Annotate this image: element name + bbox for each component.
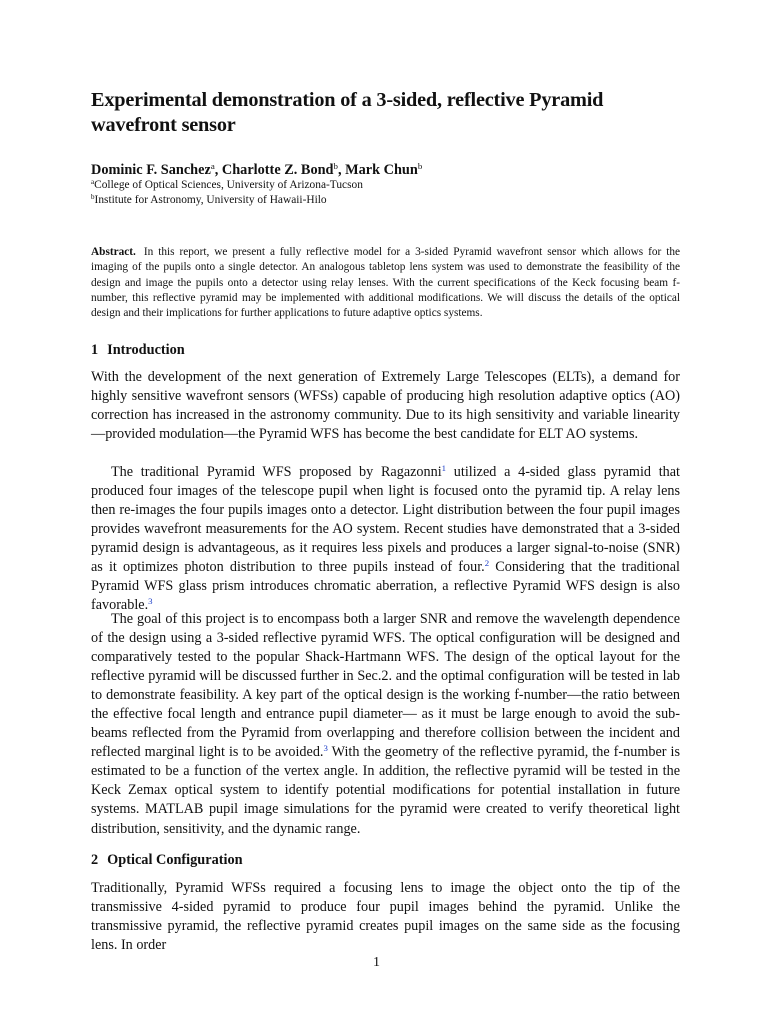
section-title: Introduction	[107, 342, 185, 358]
author-affil-mark: b	[417, 161, 423, 172]
citation-link[interactable]: 2	[484, 558, 490, 569]
paragraph: With the development of the next generation of Extremely Large Telescopes (ELTs), a demand for highly sensitive wavefront sensors (WFSs) capable of producing high resolution adaptive optics (AO) correction has increased in the astronomy community. Due to its high sensitivity and variable linearity—provided modulation—the Pyramid WFS has become the best candidate for ELT AO systems.	[91, 369, 680, 443]
paragraph-text: utilized a 4-sided glass pyramid that produced four images of the telescope pupil when light is focused onto the pyramid tip. A relay lens then re-images the four pupils images onto a detector. Light distribution between the four pupil images provides wavefront measurements for the AO system. Recent studies have demonstrated that a 3-sided pyramid design is advantageous, as it requires less pixels and produces a larger signal-to-noise (SNR) as it optimizes photon distribution to three pupils instead of four.	[91, 464, 680, 576]
section-heading-optical-configuration	[91, 850, 243, 870]
author-name: Mark Chun	[345, 162, 418, 178]
paragraph	[91, 463, 680, 615]
paragraph	[91, 610, 680, 839]
paper-title: Experimental demonstration of a 3-sided, reflective Pyramid wavefront sensor	[91, 89, 604, 136]
author-name: Dominic F. Sanchez	[91, 162, 211, 178]
paragraph-text: With the geometry of the reflective pyramid, the f-number is estimated to be a function of the vertex angle. In addition, the reflective pyramid will be tested in the Keck Zemax optical system to identify potential modifications for potential installation in future systems. MATLAB pupil image simulations for the pyramid were created to verify theoretical light distribution, sensitivity, and the dynamic range.	[91, 744, 680, 837]
abstract-text: In this report, we present a fully reflective model for a 3-sided Pyramid wavefront sensor which allows for the imaging of the pupils onto a single detector. An analogous tabletop lens system was used to demonstrate the feasibility of the design and image the pupils onto a detector using relay lenses. With the current specifications of the Keck focusing beam f-number, this reflective pyramid may be implemented with additional modifications. We will discuss the details of the optical design and their implications for further applications to future adaptive optics systems.	[91, 246, 680, 320]
citation-link[interactable]: 1	[441, 463, 447, 474]
affiliation-text: Institute for Astronomy, University of Hawaii-Hilo	[94, 194, 327, 206]
citation-link[interactable]: 3	[148, 596, 153, 607]
paragraph-text: The traditional Pyramid WFS proposed by Ragazonni	[111, 464, 442, 480]
author-name: Charlotte Z. Bond	[221, 162, 334, 178]
paragraph: Traditionally, Pyramid WFSs required a focusing lens to image the object onto the tip of the transmissive 4-sided pyramid to produce four pupil images behind the pyramid. Unlike the transmissive pyramid, the reflective pyramid creates pupil images on the same side as the focusing lens. In order	[91, 880, 680, 954]
author-affil-mark: b	[333, 161, 338, 172]
affiliation	[91, 193, 327, 208]
author-separator: ,	[337, 162, 346, 178]
section-title: Optical Configuration	[107, 852, 243, 868]
section-number: 1	[91, 342, 99, 358]
author-separator: ,	[214, 162, 222, 178]
section-heading-introduction	[91, 340, 185, 360]
paragraph-text: The goal of this project is to encompass both a larger SNR and remove the wavelength dependence of the design using a 3-sided reflective pyramid WFS. The optical configuration will be designed and comparatively tested to the popular Shack-Hartmann WFS. The design of the optical layout for the reflective pyramid will be discussed further in Sec.2. and the optimal configuration will be tested in lab to demonstrate feasibility. A key part of the optical design is the working f-number—the ratio between the effective focal length and entrance pupil diameter— as it must be large enough to avoid the sub-beams reflected from the Pyramid from overlapping and therefore collision between the incident and reflected marginal light is to be avoided.	[91, 611, 680, 761]
page-number: 1	[373, 955, 380, 970]
affiliation	[91, 178, 363, 193]
author-list	[91, 160, 422, 180]
author-affil-mark: a	[210, 161, 215, 172]
citation-link[interactable]: 3	[323, 743, 328, 754]
paragraph-text: Considering that the traditional Pyramid WFS glass prism introduces chromatic aberration, a reflective Pyramid WFS design is also favorable.	[91, 559, 680, 614]
affiliation-mark: b	[91, 193, 95, 202]
affiliation-mark: a	[91, 178, 95, 187]
abstract	[91, 245, 680, 321]
affiliation-text: College of Optical Sciences, University of Arizona-Tucson	[94, 179, 363, 191]
abstract-label: Abstract.	[91, 246, 136, 258]
section-number: 2	[91, 852, 99, 868]
